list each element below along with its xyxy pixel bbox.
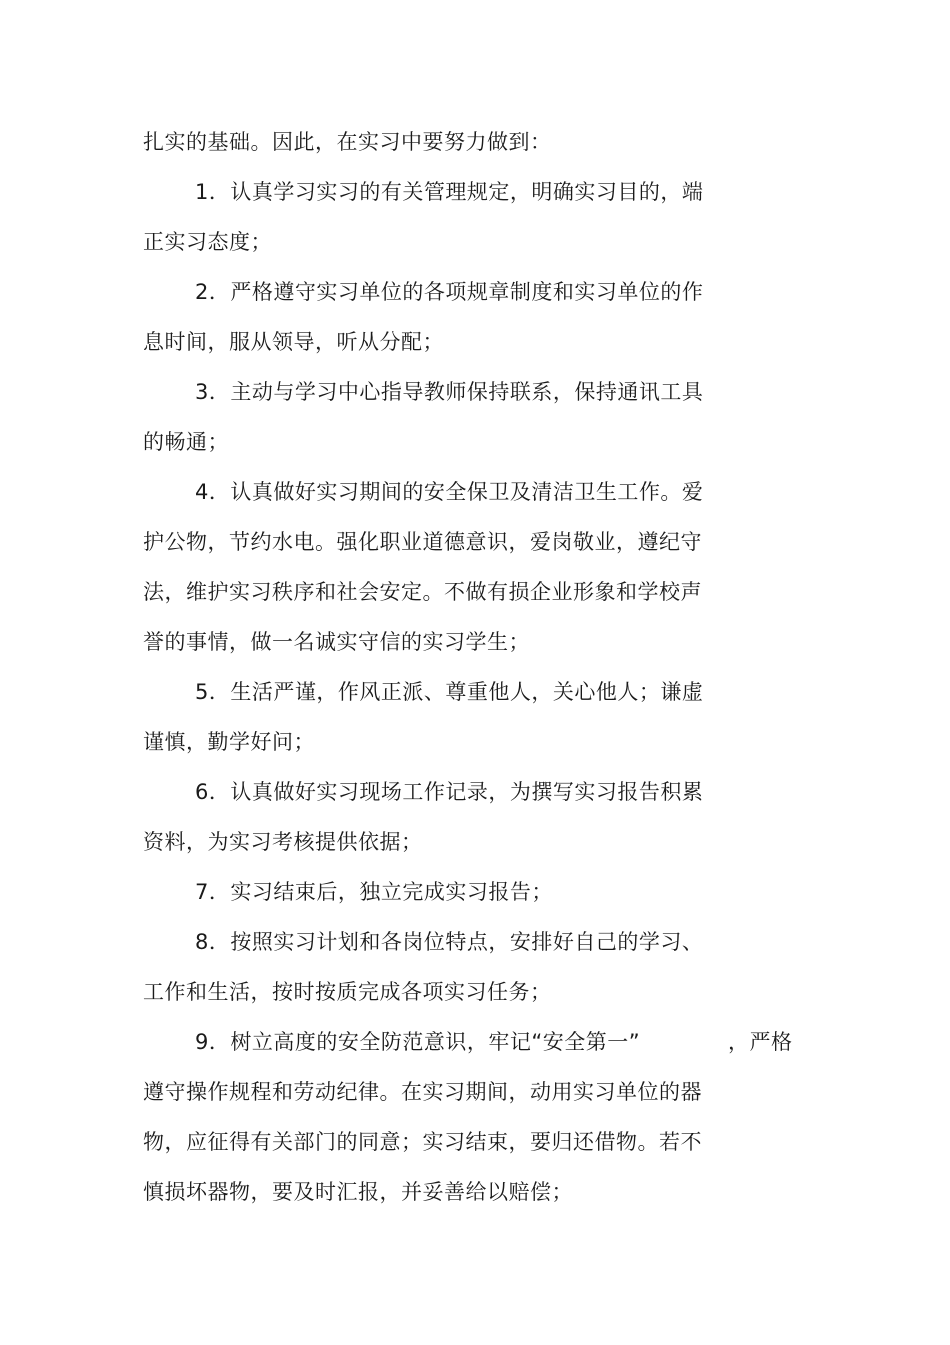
text-line: 物，应征得有关部门的同意；实习结束，要归还借物。若不: [143, 1130, 702, 1154]
list-item-9: 9．树立高度的安全防范意识，牢记“安全第一”: [195, 1030, 641, 1054]
list-item-7: 7．实习结束后，独立完成实习报告；: [195, 880, 553, 904]
text-line: 谨慎，勤学好问；: [143, 730, 315, 754]
list-item-5: 5．生活严谨，作风正派、尊重他人，关心他人；谦虚: [195, 680, 704, 704]
text-line: 护公物，节约水电。强化职业道德意识，爱岗敬业，遵纪守: [143, 530, 702, 554]
text-line: 遵守操作规程和劳动纪律。在实习期间，动用实习单位的器: [143, 1080, 702, 1104]
text-line: 正实习态度；: [143, 230, 272, 254]
text-line: 慎损坏器物，要及时汇报，并妥善给以赔偿；: [143, 1180, 573, 1204]
list-item-2: 2．严格遵守实习单位的各项规章制度和实习单位的作: [195, 280, 704, 304]
text-line: 的畅通；: [143, 430, 229, 454]
list-item-3: 3．主动与学习中心指导教师保持联系，保持通讯工具: [195, 380, 704, 404]
text-line: 扎实的基础。因此，在实习中要努力做到：: [143, 130, 552, 154]
list-item-1: 1．认真学习实习的有关管理规定，明确实习目的，端: [195, 180, 704, 204]
list-item-4: 4．认真做好实习期间的安全保卫及清洁卫生工作。爱: [195, 480, 704, 504]
text-line: 法，维护实习秩序和社会安定。不做有损企业形象和学校声: [143, 580, 702, 604]
text-fragment: ，严格: [728, 1030, 793, 1054]
text-line: 工作和生活，按时按质完成各项实习任务；: [143, 980, 552, 1004]
list-item-6: 6．认真做好实习现场工作记录，为撰写实习报告积累: [195, 780, 704, 804]
text-line: 资料，为实习考核提供依据；: [143, 830, 423, 854]
text-line: 息时间，服从领导，听从分配；: [143, 330, 444, 354]
text-line: 誉的事情，做一名诚实守信的实习学生；: [143, 630, 530, 654]
list-item-8: 8．按照实习计划和各岗位特点，安排好自己的学习、: [195, 930, 704, 954]
